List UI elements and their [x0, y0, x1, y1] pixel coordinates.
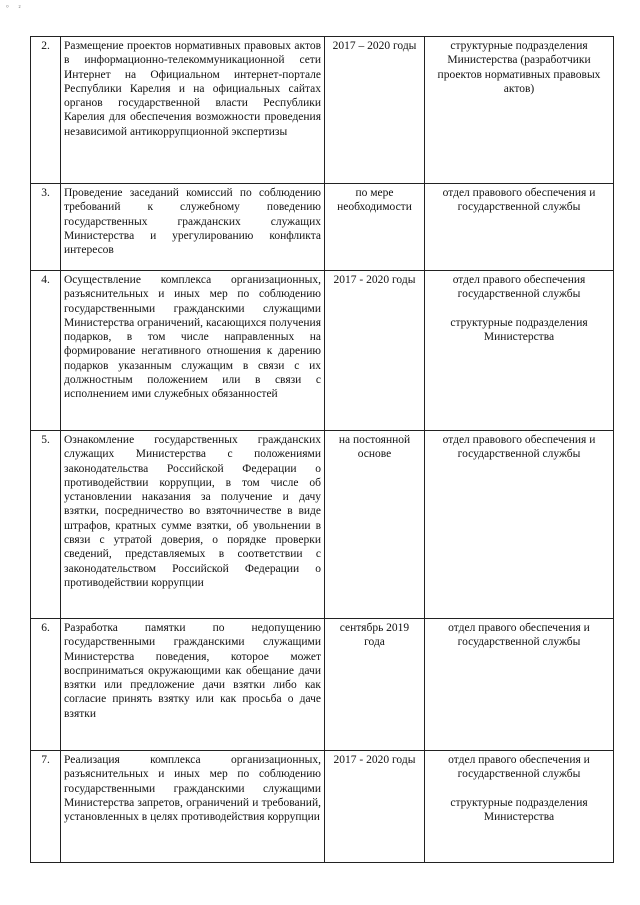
table-row: [31, 751, 614, 863]
activity-cell: Реализация комплекса организационных, разъяснительных и иных мер по соблюдению государственными гражданскими служащими Министерства запретов, ограничений и требований, установленных в целях противодействия коррупции: [61, 751, 325, 863]
term-cell: по мере необходимости: [325, 184, 425, 271]
activity-cell: Проведение заседаний комиссий по соблюдению требований к служебному поведению государственных гражданских служащих Министерства и урегулированию конфликта интересов: [61, 184, 325, 271]
responsible-cell: [425, 751, 614, 863]
term-cell: сентябрь 2019 года: [325, 619, 425, 751]
responsible-line: отдел правового обеспечения и государственной службы: [442, 187, 596, 214]
table-row: [31, 271, 614, 431]
activity-cell: Размещение проектов нормативных правовых актов в информационно-телекоммуникационной сети Интернет на Официальном интернет-портале Республики Карелия и на официальных сайтах органов государственной власти Республики Карелия для обеспечения возможности проведения независимой антикоррупционной экспертизы: [61, 37, 325, 184]
activity-cell: Разработка памятки по недопущению государственными гражданскими служащими Министерства поведения, которое может восприниматься окружающими как обещание дачи взятки или предложение дачи взятки либо как согласие принять взятку или как просьба о даче взятки: [61, 619, 325, 751]
responsible-cell: [425, 619, 614, 751]
term-cell: 2017 - 2020 годы: [325, 751, 425, 863]
table-row: [31, 37, 614, 184]
responsible-line: отдел правого обеспечения и государственной службы: [448, 622, 590, 649]
row-number: 5.: [31, 431, 61, 619]
anticorruption-plan-table: [30, 36, 614, 863]
activity-cell: Ознакомление государственных гражданских служащих Министерства с положениями законодательства Российской Федерации о противодействии коррупции, в том числе об установлении наказания за получение и дачу взятки, посредничество во взяточничестве в виде штрафов, кратных сумме взятки, об увольнении в связи с утратой доверия, о порядке проверки сведений, представляемых в соответствии с законодательством Российской Федерации о противодействии коррупции: [61, 431, 325, 619]
responsible-cell: [425, 37, 614, 184]
responsible-cell: [425, 431, 614, 619]
row-number: 7.: [31, 751, 61, 863]
activity-cell: Осуществление комплекса организационных, разъяснительных и иных мер по соблюдению государственными гражданскими служащими Министерства ограничений, касающихся получения подарков, в том числе направленных на формирование негативного отношения к дарению подарков указанным служащим в связи с их должностным положением или в связи с исполнением ими служебных обязанностей: [61, 271, 325, 431]
scan-corner-mark: ° ²: [6, 4, 25, 12]
table-row: [31, 431, 614, 619]
responsible-line: отдел правого обеспечения и государственной службы: [448, 754, 590, 781]
row-number: 6.: [31, 619, 61, 751]
responsible-line: структурные подразделения Министерства: [450, 316, 588, 343]
row-number: 3.: [31, 184, 61, 271]
responsible-cell: [425, 184, 614, 271]
term-cell: 2017 – 2020 годы: [325, 37, 425, 184]
table-row: [31, 619, 614, 751]
row-number: 4.: [31, 271, 61, 431]
table-row: [31, 184, 614, 271]
responsible-line: отдел правового обеспечения и государственной службы: [442, 434, 596, 461]
responsible-cell: [425, 271, 614, 431]
term-cell: 2017 - 2020 годы: [325, 271, 425, 431]
term-cell: на постоянной основе: [325, 431, 425, 619]
responsible-line: отдел правого обеспечения государственной службы: [452, 274, 586, 301]
row-number: 2.: [31, 37, 61, 184]
responsible-line: структурные подразделения Министерства: [450, 796, 588, 823]
responsible-line: структурные подразделения Министерства (разработчики проектов нормативных правовых актов): [437, 40, 601, 95]
